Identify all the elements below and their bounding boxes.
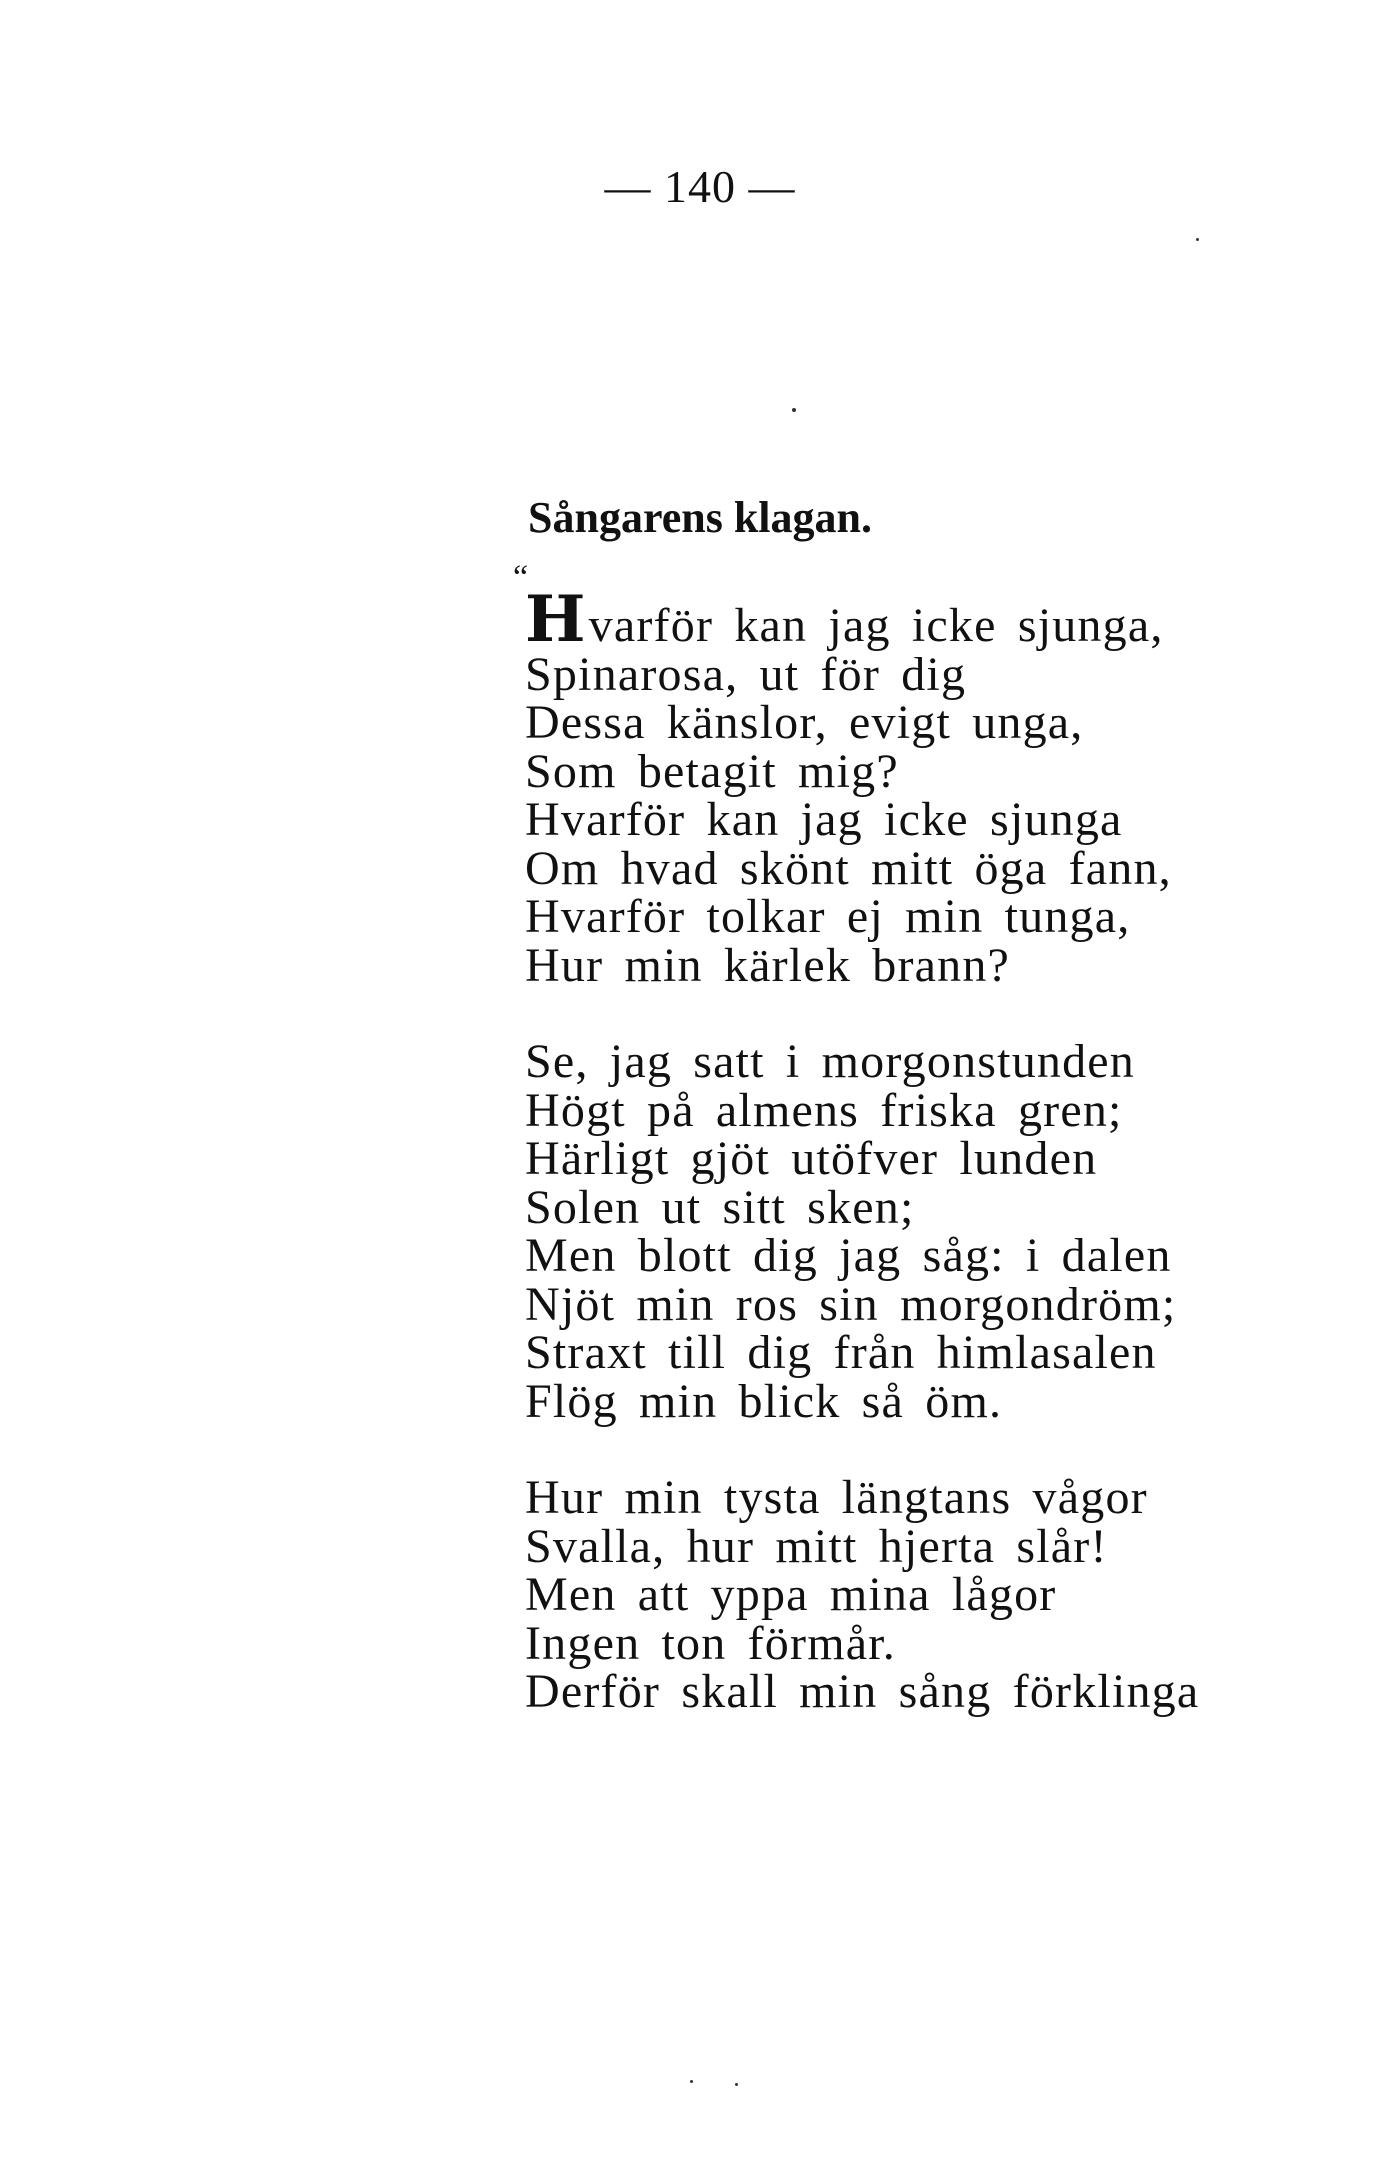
print-speck — [690, 2080, 693, 2083]
poem-line: Högt på almens friska gren; — [525, 1083, 1123, 1137]
print-speck — [1196, 238, 1199, 241]
poem-body — [513, 559, 1345, 1718]
stanza-1 — [513, 559, 1345, 992]
poem-line: Derför skall min sång förklinga — [525, 1665, 1200, 1718]
poem-line: Flög min blick så öm. — [525, 1374, 1003, 1428]
poem-line: Hvarför tolkar ej min tunga, — [525, 890, 1131, 943]
poem-line-first — [513, 559, 1345, 657]
stanza-2 — [525, 1035, 1345, 1428]
poem-line: Spinarosa, ut för dig — [525, 647, 967, 701]
stanza-3 — [525, 1471, 1345, 1718]
poem-line: Njöt min ros sin morgondröm; — [525, 1277, 1177, 1331]
poem-line: Dessa känslor, evigt unga, — [525, 696, 1084, 749]
poem-line: Se, jag satt i morgonstunden — [525, 1035, 1136, 1088]
poem-line: Men att yppa mina lågor — [525, 1568, 1057, 1621]
drop-initial: H — [525, 582, 587, 657]
poem-line: Hur min tysta längtans vågor — [525, 1471, 1148, 1524]
poem-line: Straxt till dig från himlasalen — [525, 1326, 1157, 1379]
print-speck — [735, 2083, 738, 2086]
poem-line-text: varför kan jag icke sjunga, — [588, 599, 1164, 652]
poem-line: Svalla, hur mitt hjerta slår! — [525, 1519, 1108, 1573]
poem-line: Solen ut sitt sken; — [525, 1180, 915, 1234]
poem-line: Men blott dig jag såg: i dalen — [525, 1229, 1172, 1282]
poem-line: Ingen ton förmår. — [525, 1616, 896, 1670]
poem-line: Härligt gjöt utöfver lunden — [525, 1132, 1098, 1185]
poem-line: Hvarför kan jag icke sjunga — [525, 793, 1123, 846]
poem-line: Hur min kärlek brann? — [525, 938, 1011, 992]
print-speck — [792, 408, 796, 412]
opening-quote: “ — [513, 559, 530, 596]
poem-line: Som betagit mig? — [525, 744, 899, 798]
poem-title: Sångarens klagan. — [528, 493, 872, 542]
page-number: — 140 — — [604, 161, 796, 212]
poem-line: Om hvad skönt mitt öga fann, — [525, 841, 1172, 895]
